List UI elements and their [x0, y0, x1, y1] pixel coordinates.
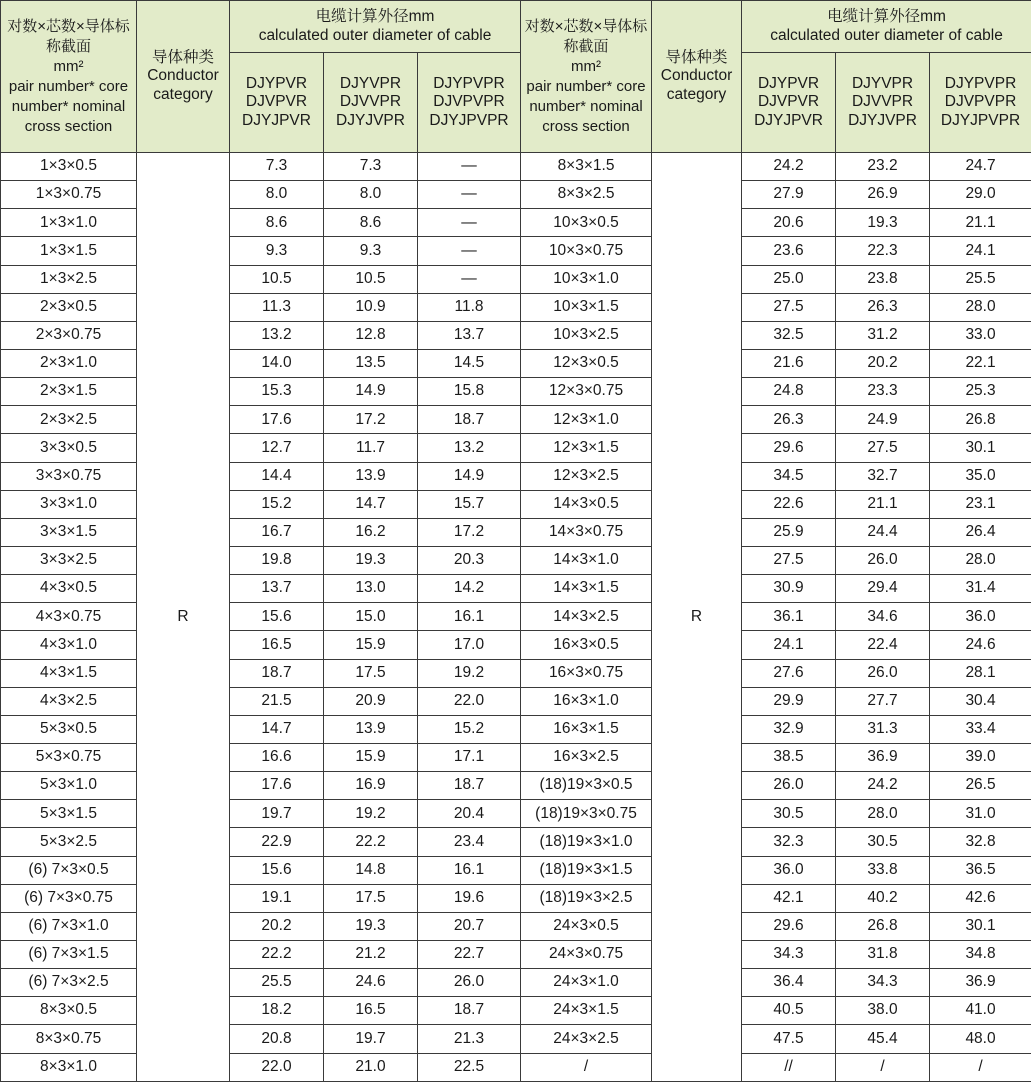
od-cell: 7.3 — [230, 153, 324, 181]
spec-cell: 12×3×1.0 — [521, 406, 652, 434]
od-cell: 31.2 — [836, 321, 930, 349]
od-cell: 19.3 — [324, 912, 418, 940]
od-cell: 16.1 — [418, 856, 521, 884]
od-cell: 14.9 — [418, 462, 521, 490]
spec-header-right — [521, 1, 652, 153]
od-cell: 26.0 — [418, 969, 521, 997]
spec-cell: 12×3×1.5 — [521, 434, 652, 462]
od-cell: 28.0 — [836, 800, 930, 828]
spec-cell: 16×3×0.5 — [521, 631, 652, 659]
od-header-right — [742, 1, 1031, 53]
spec-cell: 10×3×2.5 — [521, 321, 652, 349]
od-cell: 14.7 — [230, 715, 324, 743]
category-header-right — [652, 1, 742, 153]
od-cell: 28.0 — [930, 293, 1031, 321]
od-cell: 19.7 — [324, 1025, 418, 1053]
spec-cell: 1×3×0.5 — [1, 153, 137, 181]
category-header-cn: 导体种类 — [665, 48, 728, 66]
od-cell: 26.0 — [742, 772, 836, 800]
spec-cell: 10×3×1.5 — [521, 293, 652, 321]
od-cell: 9.3 — [230, 237, 324, 265]
od-cell: 22.9 — [230, 828, 324, 856]
od-cell: 41.0 — [930, 997, 1031, 1025]
od-header-cn: 电缆计算外径mm — [315, 7, 435, 25]
conductor-category-cell: R — [652, 153, 742, 1082]
od-cell: 26.0 — [836, 659, 930, 687]
od-header-en: calculated outer diameter of cable — [258, 26, 492, 44]
od-cell: // — [742, 1053, 836, 1081]
spec-cell: 8×3×0.5 — [1, 997, 137, 1025]
spec-cell: 4×3×1.5 — [1, 659, 137, 687]
od-cell: 15.2 — [230, 490, 324, 518]
od-cell: 24.6 — [930, 631, 1031, 659]
od-cell: 33.8 — [836, 856, 930, 884]
spec-cell: 5×3×2.5 — [1, 828, 137, 856]
od-cell: 24.8 — [742, 378, 836, 406]
od-cell: 10.9 — [324, 293, 418, 321]
od-cell: 17.2 — [324, 406, 418, 434]
od-cell: 13.9 — [324, 715, 418, 743]
od-cell: 14.4 — [230, 462, 324, 490]
od-header-cn: 电缆计算外径mm — [827, 7, 946, 25]
od-cell: 25.3 — [930, 378, 1031, 406]
od-cell: 30.5 — [742, 800, 836, 828]
spec-cell: (18)19×3×1.0 — [521, 828, 652, 856]
od-cell: 23.1 — [930, 490, 1031, 518]
od-cell: 11.7 — [324, 434, 418, 462]
spec-cell: (6) 7×3×1.0 — [1, 912, 137, 940]
od-cell: 22.2 — [230, 940, 324, 968]
od-cell: 13.5 — [324, 349, 418, 377]
spec-cell: 24×3×0.5 — [521, 912, 652, 940]
od-cell: 16.7 — [230, 518, 324, 546]
od-cell: 20.2 — [836, 349, 930, 377]
spec-cell: 1×3×1.5 — [1, 237, 137, 265]
od-cell: 19.3 — [324, 546, 418, 574]
od-cell: 24.4 — [836, 518, 930, 546]
od-cell: 21.6 — [742, 349, 836, 377]
spec-cell: 4×3×0.75 — [1, 603, 137, 631]
od-cell: 40.5 — [742, 997, 836, 1025]
od-cell: 47.5 — [742, 1025, 836, 1053]
spec-cell: 14×3×2.5 — [521, 603, 652, 631]
od-cell: 17.6 — [230, 406, 324, 434]
od-cell: — — [418, 153, 521, 181]
spec-cell: 8×3×2.5 — [521, 181, 652, 209]
od-header-left — [230, 1, 521, 53]
od-cell: 26.3 — [742, 406, 836, 434]
od-cell: 36.5 — [930, 856, 1031, 884]
od-cell: 18.7 — [418, 406, 521, 434]
od-cell: 13.2 — [230, 321, 324, 349]
od-cell: 22.7 — [418, 940, 521, 968]
od-cell: 22.4 — [836, 631, 930, 659]
od-cell: 23.4 — [418, 828, 521, 856]
od-cell: 14.7 — [324, 490, 418, 518]
od-cell: 33.0 — [930, 321, 1031, 349]
od-cell: 27.9 — [742, 181, 836, 209]
od-cell: 30.1 — [930, 912, 1031, 940]
od-cell: 19.8 — [230, 546, 324, 574]
od-cell: 15.0 — [324, 603, 418, 631]
od-cell: 27.6 — [742, 659, 836, 687]
spec-cell: (6) 7×3×0.75 — [1, 884, 137, 912]
od-cell: 24.1 — [742, 631, 836, 659]
od-cell: 22.5 — [418, 1053, 521, 1081]
od-cell: — — [418, 181, 521, 209]
od-cell: 24.1 — [930, 237, 1031, 265]
spec-cell: (6) 7×3×1.5 — [1, 940, 137, 968]
od-cell: 18.7 — [418, 997, 521, 1025]
od-cell: 15.6 — [230, 603, 324, 631]
od-cell: 32.9 — [742, 715, 836, 743]
spec-cell: 3×3×2.5 — [1, 546, 137, 574]
od-cell: 28.1 — [930, 659, 1031, 687]
od-cell: 23.8 — [836, 265, 930, 293]
spec-header-unit: mm² — [571, 57, 602, 75]
category-header-cn: 导体种类 — [151, 48, 214, 66]
od-cell: 10.5 — [324, 265, 418, 293]
od-cell: 15.9 — [324, 631, 418, 659]
spec-header-left — [1, 1, 137, 153]
spec-cell: 3×3×0.5 — [1, 434, 137, 462]
spec-cell: 14×3×1.5 — [521, 575, 652, 603]
od-cell: 26.8 — [836, 912, 930, 940]
od-cell: 31.8 — [836, 940, 930, 968]
od-cell: 25.0 — [742, 265, 836, 293]
od-cell: 22.0 — [418, 687, 521, 715]
spec-header-cn: 对数×芯数×导体标称截面 — [7, 17, 130, 55]
category-header-en: Conductor category — [660, 67, 733, 103]
od-cell: 24.2 — [742, 153, 836, 181]
od-header-en: calculated outer diameter of cable — [770, 26, 1003, 44]
spec-cell: 10×3×1.0 — [521, 265, 652, 293]
od-cell: 25.5 — [930, 265, 1031, 293]
od-cell: 30.1 — [930, 434, 1031, 462]
od-cell: 19.6 — [418, 884, 521, 912]
od-cell: 30.4 — [930, 687, 1031, 715]
od-cell: 25.9 — [742, 518, 836, 546]
spec-cell: 14×3×0.75 — [521, 518, 652, 546]
od-cell: 27.5 — [742, 293, 836, 321]
od-cell: 11.8 — [418, 293, 521, 321]
type-header: DJYPVR DJVPVR DJYJPVR — [742, 53, 836, 153]
spec-cell: (18)19×3×0.75 — [521, 800, 652, 828]
spec-cell: 24×3×1.0 — [521, 969, 652, 997]
od-cell: 17.2 — [418, 518, 521, 546]
table-body — [1, 153, 1031, 1082]
od-cell: 34.5 — [742, 462, 836, 490]
spec-cell: 14×3×0.5 — [521, 490, 652, 518]
od-cell: 13.7 — [230, 575, 324, 603]
od-cell: 45.4 — [836, 1025, 930, 1053]
od-cell: 8.6 — [324, 209, 418, 237]
od-cell: 26.8 — [930, 406, 1031, 434]
od-cell: — — [418, 265, 521, 293]
od-cell: 23.3 — [836, 378, 930, 406]
od-cell: 14.5 — [418, 349, 521, 377]
od-cell: 29.9 — [742, 687, 836, 715]
od-cell: 38.0 — [836, 997, 930, 1025]
spec-cell: 14×3×1.0 — [521, 546, 652, 574]
od-cell: / — [836, 1053, 930, 1081]
od-cell: 25.5 — [230, 969, 324, 997]
od-cell: 19.1 — [230, 884, 324, 912]
od-cell: 13.0 — [324, 575, 418, 603]
spec-cell: 24×3×2.5 — [521, 1025, 652, 1053]
od-cell: 14.2 — [418, 575, 521, 603]
spec-header-en: pair number* core number* nominal cross section — [526, 77, 646, 135]
od-cell: 16.5 — [324, 997, 418, 1025]
od-cell: 20.9 — [324, 687, 418, 715]
od-cell: 16.5 — [230, 631, 324, 659]
od-cell: 8.6 — [230, 209, 324, 237]
od-cell: 32.8 — [930, 828, 1031, 856]
od-cell: 24.6 — [324, 969, 418, 997]
od-cell: 36.1 — [742, 603, 836, 631]
category-header-en: Conductor category — [147, 67, 219, 103]
od-cell: 18.2 — [230, 997, 324, 1025]
spec-cell: 1×3×2.5 — [1, 265, 137, 293]
od-cell: 22.2 — [324, 828, 418, 856]
od-cell: — — [418, 209, 521, 237]
spec-cell: 2×3×1.5 — [1, 378, 137, 406]
od-cell: 9.3 — [324, 237, 418, 265]
type-header: DJYPVR DJVPVR DJYJPVR — [230, 53, 324, 153]
spec-cell: (6) 7×3×2.5 — [1, 969, 137, 997]
spec-cell: 5×3×1.5 — [1, 800, 137, 828]
od-cell: 14.0 — [230, 349, 324, 377]
od-cell: 19.2 — [324, 800, 418, 828]
table-row — [1, 153, 1031, 181]
spec-cell: 3×3×0.75 — [1, 462, 137, 490]
spec-cell: / — [521, 1053, 652, 1081]
od-cell: 20.7 — [418, 912, 521, 940]
od-cell: 16.2 — [324, 518, 418, 546]
od-cell: 8.0 — [324, 181, 418, 209]
spec-cell: 16×3×0.75 — [521, 659, 652, 687]
od-cell: 26.4 — [930, 518, 1031, 546]
spec-cell: 5×3×1.0 — [1, 772, 137, 800]
od-cell: 8.0 — [230, 181, 324, 209]
spec-cell: 3×3×1.0 — [1, 490, 137, 518]
od-cell: 20.3 — [418, 546, 521, 574]
od-cell: 31.3 — [836, 715, 930, 743]
od-cell: 21.1 — [836, 490, 930, 518]
od-cell: 22.6 — [742, 490, 836, 518]
od-cell: 13.7 — [418, 321, 521, 349]
od-cell: 34.6 — [836, 603, 930, 631]
spec-cell: 8×3×1.5 — [521, 153, 652, 181]
od-cell: — — [418, 237, 521, 265]
spec-cell: 8×3×0.75 — [1, 1025, 137, 1053]
od-cell: 14.9 — [324, 378, 418, 406]
od-cell: 34.3 — [836, 969, 930, 997]
type-header: DJYVPR DJVVPR DJYJVPR — [324, 53, 418, 153]
od-cell: 16.6 — [230, 743, 324, 771]
od-cell: 30.9 — [742, 575, 836, 603]
od-cell: 29.6 — [742, 912, 836, 940]
od-cell: 22.0 — [230, 1053, 324, 1081]
od-cell: 12.8 — [324, 321, 418, 349]
spec-cell: 5×3×0.75 — [1, 743, 137, 771]
spec-cell: 10×3×0.75 — [521, 237, 652, 265]
spec-cell: 24×3×0.75 — [521, 940, 652, 968]
od-cell: 17.0 — [418, 631, 521, 659]
spec-cell: 1×3×1.0 — [1, 209, 137, 237]
spec-cell: (18)19×3×2.5 — [521, 884, 652, 912]
od-cell: 15.9 — [324, 743, 418, 771]
spec-cell: 4×3×0.5 — [1, 575, 137, 603]
spec-cell: 16×3×2.5 — [521, 743, 652, 771]
spec-cell: 2×3×2.5 — [1, 406, 137, 434]
spec-cell: 4×3×2.5 — [1, 687, 137, 715]
conductor-category-cell: R — [137, 153, 230, 1082]
category-header-left — [137, 1, 230, 153]
od-cell: 34.8 — [930, 940, 1031, 968]
od-cell: 11.3 — [230, 293, 324, 321]
od-cell: 36.4 — [742, 969, 836, 997]
od-cell: 31.4 — [930, 575, 1031, 603]
od-cell: 33.4 — [930, 715, 1031, 743]
spec-cell: (18)19×3×0.5 — [521, 772, 652, 800]
od-cell: 29.6 — [742, 434, 836, 462]
od-cell: 42.1 — [742, 884, 836, 912]
od-cell: 20.4 — [418, 800, 521, 828]
spec-header-unit: mm² — [53, 57, 84, 75]
spec-cell: (18)19×3×1.5 — [521, 856, 652, 884]
od-cell: 7.3 — [324, 153, 418, 181]
spec-cell: 2×3×0.75 — [1, 321, 137, 349]
od-cell: 38.5 — [742, 743, 836, 771]
spec-cell: 3×3×1.5 — [1, 518, 137, 546]
od-cell: 27.7 — [836, 687, 930, 715]
od-cell: 24.7 — [930, 153, 1031, 181]
od-cell: 42.6 — [930, 884, 1031, 912]
od-cell: 17.1 — [418, 743, 521, 771]
od-cell: 21.2 — [324, 940, 418, 968]
od-cell: 32.3 — [742, 828, 836, 856]
od-cell: 29.4 — [836, 575, 930, 603]
spec-cell: 12×3×0.75 — [521, 378, 652, 406]
od-cell: 27.5 — [742, 546, 836, 574]
od-cell: 36.0 — [930, 603, 1031, 631]
od-cell: 20.8 — [230, 1025, 324, 1053]
od-cell: 30.5 — [836, 828, 930, 856]
spec-cell: 16×3×1.0 — [521, 687, 652, 715]
type-header: DJYPVPR DJVPVPR DJYJPVPR — [418, 53, 521, 153]
od-cell: 26.3 — [836, 293, 930, 321]
od-cell: 13.2 — [418, 434, 521, 462]
od-cell: 18.7 — [418, 772, 521, 800]
od-cell: 40.2 — [836, 884, 930, 912]
od-cell: 12.7 — [230, 434, 324, 462]
spec-cell: 1×3×0.75 — [1, 181, 137, 209]
od-cell: 22.3 — [836, 237, 930, 265]
od-cell: 39.0 — [930, 743, 1031, 771]
od-cell: 32.7 — [836, 462, 930, 490]
od-cell: 15.3 — [230, 378, 324, 406]
od-cell: 17.6 — [230, 772, 324, 800]
od-cell: 28.0 — [930, 546, 1031, 574]
od-cell: 15.7 — [418, 490, 521, 518]
spec-cell: 24×3×1.5 — [521, 997, 652, 1025]
od-cell: 15.6 — [230, 856, 324, 884]
od-cell: 36.9 — [836, 743, 930, 771]
spec-cell: 5×3×0.5 — [1, 715, 137, 743]
od-cell: 24.9 — [836, 406, 930, 434]
od-cell: 26.0 — [836, 546, 930, 574]
type-header: DJYPVPR DJVPVPR DJYJPVPR — [930, 53, 1031, 153]
spec-cell: 12×3×0.5 — [521, 349, 652, 377]
spec-cell: 4×3×1.0 — [1, 631, 137, 659]
od-cell: 36.0 — [742, 856, 836, 884]
od-cell: 10.5 — [230, 265, 324, 293]
od-cell: 17.5 — [324, 884, 418, 912]
od-cell: 26.9 — [836, 181, 930, 209]
od-cell: 32.5 — [742, 321, 836, 349]
od-cell: 20.6 — [742, 209, 836, 237]
od-cell: 21.5 — [230, 687, 324, 715]
type-header: DJYVPR DJVVPR DJYJVPR — [836, 53, 930, 153]
od-cell: 15.2 — [418, 715, 521, 743]
od-cell: / — [930, 1053, 1031, 1081]
od-cell: 18.7 — [230, 659, 324, 687]
od-cell: 29.0 — [930, 181, 1031, 209]
od-cell: 19.2 — [418, 659, 521, 687]
od-cell: 27.5 — [836, 434, 930, 462]
od-cell: 35.0 — [930, 462, 1031, 490]
od-cell: 21.1 — [930, 209, 1031, 237]
od-cell: 21.3 — [418, 1025, 521, 1053]
spec-cell: 2×3×0.5 — [1, 293, 137, 321]
od-cell: 15.8 — [418, 378, 521, 406]
od-cell: 20.2 — [230, 912, 324, 940]
od-cell: 48.0 — [930, 1025, 1031, 1053]
od-cell: 21.0 — [324, 1053, 418, 1081]
od-cell: 16.9 — [324, 772, 418, 800]
od-cell: 36.9 — [930, 969, 1031, 997]
table-header — [1, 1, 1031, 153]
od-cell: 31.0 — [930, 800, 1031, 828]
od-cell: 22.1 — [930, 349, 1031, 377]
spec-cell: 16×3×1.5 — [521, 715, 652, 743]
spec-cell: 2×3×1.0 — [1, 349, 137, 377]
od-cell: 17.5 — [324, 659, 418, 687]
od-cell: 13.9 — [324, 462, 418, 490]
od-cell: 23.2 — [836, 153, 930, 181]
od-cell: 24.2 — [836, 772, 930, 800]
od-cell: 16.1 — [418, 603, 521, 631]
spec-cell: 10×3×0.5 — [521, 209, 652, 237]
od-cell: 14.8 — [324, 856, 418, 884]
od-cell: 19.3 — [836, 209, 930, 237]
spec-cell: 8×3×1.0 — [1, 1053, 137, 1081]
od-cell: 19.7 — [230, 800, 324, 828]
od-cell: 34.3 — [742, 940, 836, 968]
spec-cell: 12×3×2.5 — [521, 462, 652, 490]
spec-header-cn: 对数×芯数×导体标称截面 — [524, 17, 648, 55]
spec-header-en: pair number* core number* nominal cross section — [8, 77, 129, 135]
od-cell: 26.5 — [930, 772, 1031, 800]
spec-cell: (6) 7×3×0.5 — [1, 856, 137, 884]
od-cell: 23.6 — [742, 237, 836, 265]
